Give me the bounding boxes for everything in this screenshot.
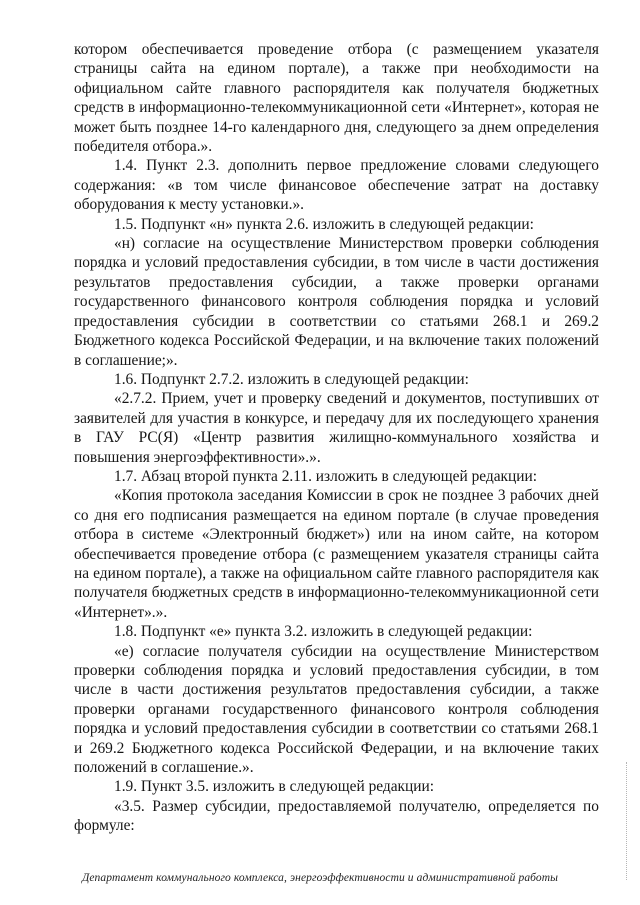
scan-edge-mark <box>626 762 628 880</box>
paragraph-item-1-6: 1.6. Подпункт 2.7.2. изложить в следующей редакции: <box>114 370 469 388</box>
paragraph-quote-protocol: «Копия протокола заседания Комиссии в срок не позднее 3 рабочих дней со дня его подписания размещается на едином портале (в случае проведения отбора в системе «Электронный бюджет») или на ином сайте, на котором обеспечивается проведение отбора (с размещением указателя страницы сайта на едином портале), а также на официальном сайте главного распорядителя как получателя бюджетных средств в информационно-телекоммуникационной сети «Интернет».». <box>74 487 599 621</box>
paragraph-quote-2-7-2: «2.7.2. Прием, учет и проверку сведений и документов, поступивших от заявителей для участия в конкурсе, и передачу для их последующего хранения в ГАУ РС(Я) «Центр развития жилищно-коммунального хозяйства и повышения энергоэффективности».». <box>74 390 599 466</box>
paragraph-item-1-8: 1.8. Подпункт «е» пункта 3.2. изложить в следующей редакции: <box>114 623 533 641</box>
paragraph-item-1-7: 1.7. Абзац второй пункта 2.11. изложить в следующей редакции: <box>114 467 538 485</box>
paragraph-quote-n: «н) согласие на осуществление Министерством проверки соблюдения порядка и условий предоставления субсидии, в том числе в части достижения результатов предоставления субсидии, а также проверки органами государственного финансового контроля соблюдения порядка и условий предоставления субсидии в соответствии со статьями 268.1 и 269.2 Бюджетного кодекса Российской Федерации, и на включение таких положений в соглашение;». <box>74 235 599 369</box>
paragraph-item-1-9: 1.9. Пункт 3.5. изложить в следующей редакции: <box>114 778 435 796</box>
paragraph-item-1-5: 1.5. Подпункт «н» пункта 2.6. изложить в следующей редакции: <box>114 215 534 233</box>
paragraph-quote-3-5: «3.5. Размер субсидии, предоставляемой получателю, определяется по формуле: <box>74 797 599 835</box>
paragraph-item-1-4: 1.4. Пункт 2.3. дополнить первое предложение словами следующего содержания: «в том числе финансовое обеспечение затрат на доставку оборудования к месту установки.». <box>74 157 599 214</box>
page-footer: Департамент коммунального комплекса, энергоэффективности и административной работы <box>81 872 559 884</box>
document-body <box>74 40 599 836</box>
paragraph-continuation: котором обеспечивается проведение отбора (с размещением указателя страницы сайта на едином портале), а также при необходимости на официальном сайте главного распорядителя как получателя бюджетных средств в информационно-телекоммуникационной сети «Интернет», которая не может быть позднее 14-го календарного дня, следующего за днем определения победителя отбора.». <box>74 41 599 156</box>
paragraph-quote-e: «е) согласие получателя субсидии на осуществление Министерством проверки соблюдения порядка и условий предоставления субсидии, в том числе в части достижения результатов предоставления субсидии, а также проверки органами государственного финансового контроля соблюдения порядка и условий предоставления субсидии в соответствии со статьями 268.1 и 269.2 Бюджетного кодекса Российской Федерации, и на включение таких положений в соглашение.». <box>74 642 599 777</box>
